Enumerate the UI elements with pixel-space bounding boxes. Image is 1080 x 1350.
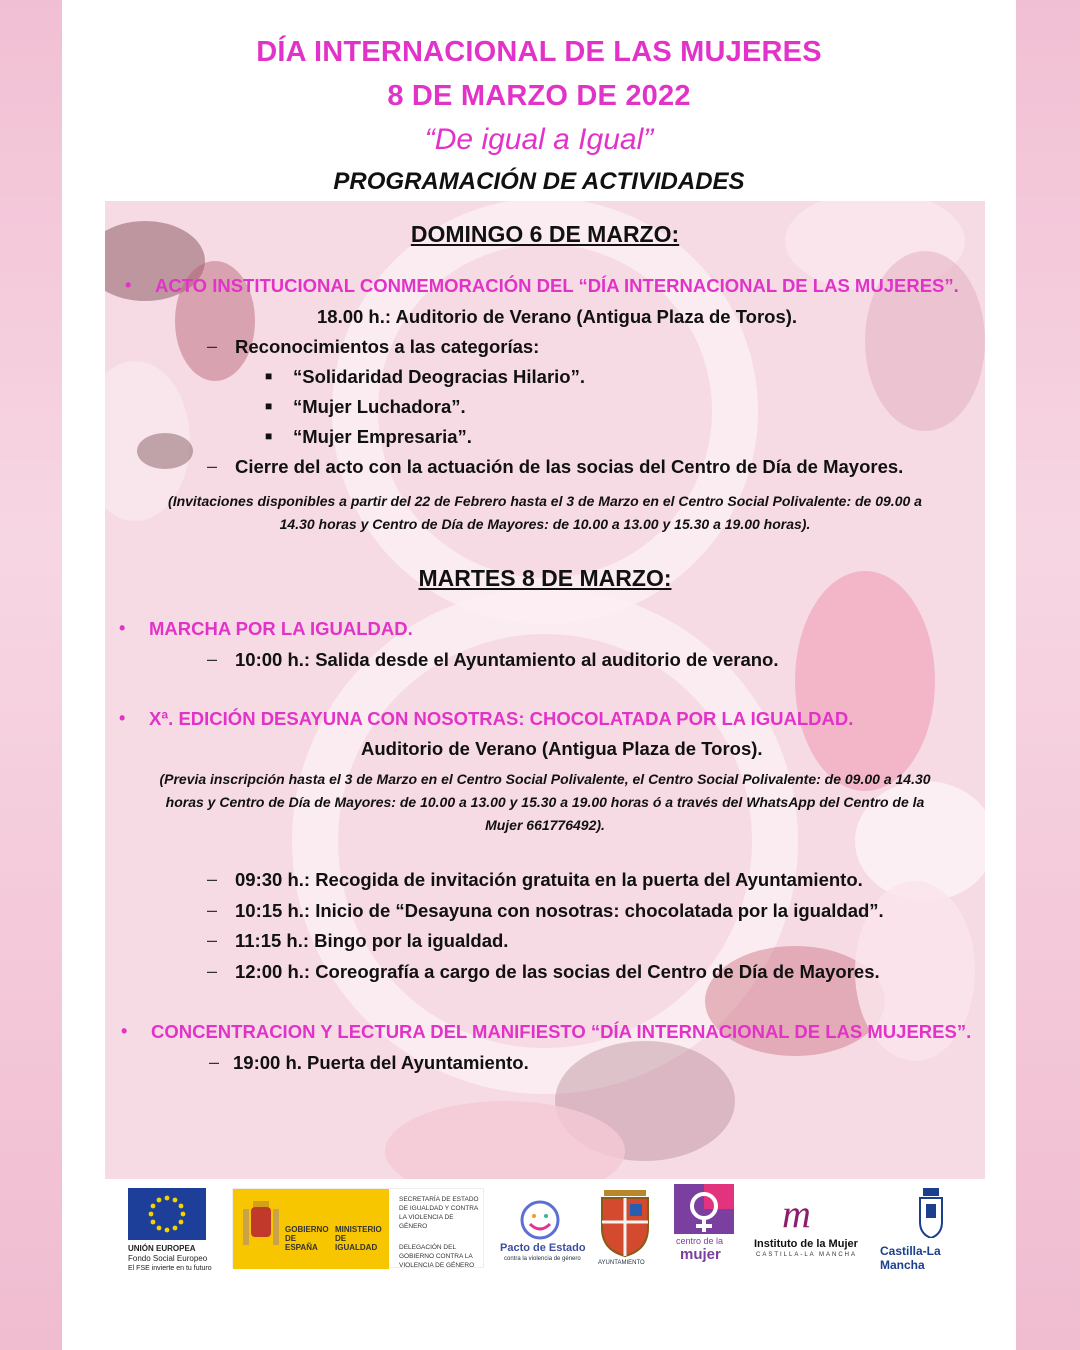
pacto-sub-label: contra la violencia de género	[504, 1256, 581, 1262]
dash-icon: –	[209, 1052, 220, 1072]
gobierno-yellow-block	[233, 1189, 389, 1269]
poster-sheet	[62, 0, 1016, 1350]
bullet-icon: •	[119, 708, 126, 728]
day1-event: ACTO INSTITUCIONAL CONMEMORACIÓN DEL “DÍA INTERNACIONAL DE LAS MUJERES”.	[155, 275, 959, 296]
ayuntamiento-crest-logo	[590, 1182, 660, 1276]
day1-category-1: “Solidaridad Deogracias Hilario”.	[293, 366, 585, 387]
municipal-crest-icon	[594, 1182, 656, 1258]
dash-icon: –	[207, 930, 218, 950]
eu-fund: Fondo Social Europeo	[128, 1254, 208, 1263]
square-bullet-icon: ■	[265, 429, 273, 443]
bullet-icon: •	[121, 1021, 128, 1041]
ayuntamiento-label: AYUNTAMIENTO	[598, 1260, 645, 1266]
square-bullet-icon: ■	[265, 399, 273, 413]
centro-mujer-square-icon	[674, 1184, 734, 1234]
instituto-m-icon: m	[782, 1191, 811, 1236]
bullet-icon: •	[119, 618, 126, 638]
day2-note-line-3: Mujer 661776492).	[485, 817, 605, 833]
dash-icon: –	[207, 336, 218, 356]
day2-event-3-item: 19:00 h. Puerta del Ayuntamiento.	[233, 1052, 529, 1073]
castilla-la-mancha-logo	[878, 1188, 988, 1274]
bullet-icon: •	[125, 275, 132, 295]
day1-recognitions: Reconocimientos a las categorías:	[235, 336, 540, 357]
day1-heading-colon: :	[671, 221, 680, 247]
schedule-item: 12:00 h.: Coreografía a cargo de las socias del Centro de Día de Mayores.	[235, 961, 880, 982]
schedule-item: 10:15 h.: Inicio de “Desayuna con nosotras: chocolatada por la igualdad”.	[235, 900, 884, 921]
day2-event-3: CONCENTRACION Y LECTURA DEL MANIFIESTO “DÍA INTERNACIONAL DE LAS MUJERES”.	[151, 1021, 972, 1042]
programme-panel	[105, 201, 985, 1179]
eu-logo	[62, 1180, 222, 1280]
day1-note	[105, 490, 985, 536]
day2-event-1: MARCHA POR LA IGUALDAD.	[149, 618, 413, 639]
clm-label: Castilla-La Mancha	[880, 1244, 941, 1272]
day1-category-2: “Mujer Luchadora”.	[293, 396, 466, 417]
right-pink-frame	[1016, 0, 1080, 1350]
programme-heading: PROGRAMACIÓN DE ACTIVIDADES	[333, 168, 745, 195]
left-pink-frame	[0, 0, 62, 1350]
day2-note-line-2: horas y Centro de Día de Mayores: de 10.00 a 13.00 y 15.30 a 19.00 horas ó a través del WhatsApp del Centro de la	[165, 794, 925, 810]
dash-icon: –	[207, 900, 218, 920]
day1-heading	[105, 221, 985, 248]
pacto-label: Pacto de Estado	[500, 1242, 586, 1254]
dash-icon: –	[207, 961, 218, 981]
centro-mujer-logo	[672, 1184, 736, 1270]
ministerio-label: MINISTERIO DE IGUALDAD	[335, 1225, 382, 1252]
schedule-item: 11:15 h.: Bingo por la igualdad.	[235, 930, 509, 951]
day1-heading-text: DOMINGO 6 DE MARZO	[410, 221, 672, 247]
day1-note-line-1: (Invitaciones disponibles a partir del 22 de Febrero hasta el 3 de Marzo en el Centro Social Polivalente: de 09.00 a	[168, 493, 922, 509]
dash-icon: –	[207, 649, 218, 669]
sponsor-logos	[62, 1180, 1016, 1280]
instituto-label: Instituto de la Mujer	[754, 1238, 858, 1250]
day2-event-2: Xª. EDICIÓN DESAYUNA CON NOSOTRAS: CHOCOLATADA POR LA IGUALDAD.	[149, 708, 854, 729]
day1-place: 18.00 h.: Auditorio de Verano (Antigua Plaza de Toros).	[317, 306, 798, 327]
delegacion-label: DELEGACIÓN DEL GOBIERNO CONTRA LA VIOLENCIA DE GÉNERO	[399, 1244, 475, 1269]
dash-icon: –	[207, 456, 218, 476]
day1-category-3: “Mujer Empresaria”.	[293, 426, 472, 447]
pacto-smile-icon	[512, 1198, 568, 1242]
pacto-estado-logo	[496, 1198, 586, 1278]
secretaria-label: SECRETARÍA DE ESTADO DE IGUALDAD Y CONTRA LA VIOLENCIA DE GÉNERO	[399, 1196, 479, 1230]
coat-of-arms-icon	[239, 1199, 283, 1259]
eu-flag-icon	[128, 1188, 206, 1240]
instituto-mujer-logo	[752, 1191, 872, 1274]
eu-label: UNIÓN EUROPEA	[128, 1244, 196, 1253]
centro-mujer-label-1: centro de la	[676, 1236, 724, 1246]
programme-content	[105, 201, 985, 1179]
title-line-2: 8 DE MARZO DE 2022	[387, 80, 691, 112]
day2-event-2-place: Auditorio de Verano (Antigua Plaza de Toros).	[361, 738, 763, 759]
gobierno-label: GOBIERNO DE ESPAÑA	[285, 1225, 329, 1252]
title-line-1: DÍA INTERNACIONAL DE LAS MUJERES	[256, 36, 822, 68]
day2-event-1-item: 10:00 h.: Salida desde el Ayuntamiento al auditorio de verano.	[235, 649, 779, 670]
day2-event-2-note	[105, 768, 985, 837]
day2-heading: MARTES 8 DE MARZO:	[418, 565, 672, 591]
poster-header	[62, 30, 1016, 200]
centro-mujer-label-2: mujer	[680, 1246, 721, 1263]
square-bullet-icon: ■	[265, 369, 273, 383]
day1-closing: Cierre del acto con la actuación de las socias del Centro de Día de Mayores.	[235, 456, 904, 477]
instituto-sub-label: CASTILLA-LA MANCHA	[756, 1252, 858, 1258]
schedule-item: 09:30 h.: Recogida de invitación gratuita en la puerta del Ayuntamiento.	[235, 869, 863, 890]
dash-icon: –	[207, 869, 218, 889]
day1-note-line-2: 14.30 horas y Centro de Día de Mayores: de 10.00 a 13.00 y 15.30 a 19.00 horas).	[279, 516, 811, 532]
gobierno-espana-logo	[232, 1188, 484, 1268]
eu-tagline: El FSE invierte en tu futuro	[128, 1265, 212, 1272]
motto: “De igual a Igual”	[424, 123, 654, 156]
clm-shield-icon	[918, 1188, 944, 1238]
day2-note-line-1: (Previa inscripción hasta el 3 de Marzo en el Centro Social Polivalente, el Centro Social Polivalente: de 09.00 a 14.30	[159, 771, 931, 787]
